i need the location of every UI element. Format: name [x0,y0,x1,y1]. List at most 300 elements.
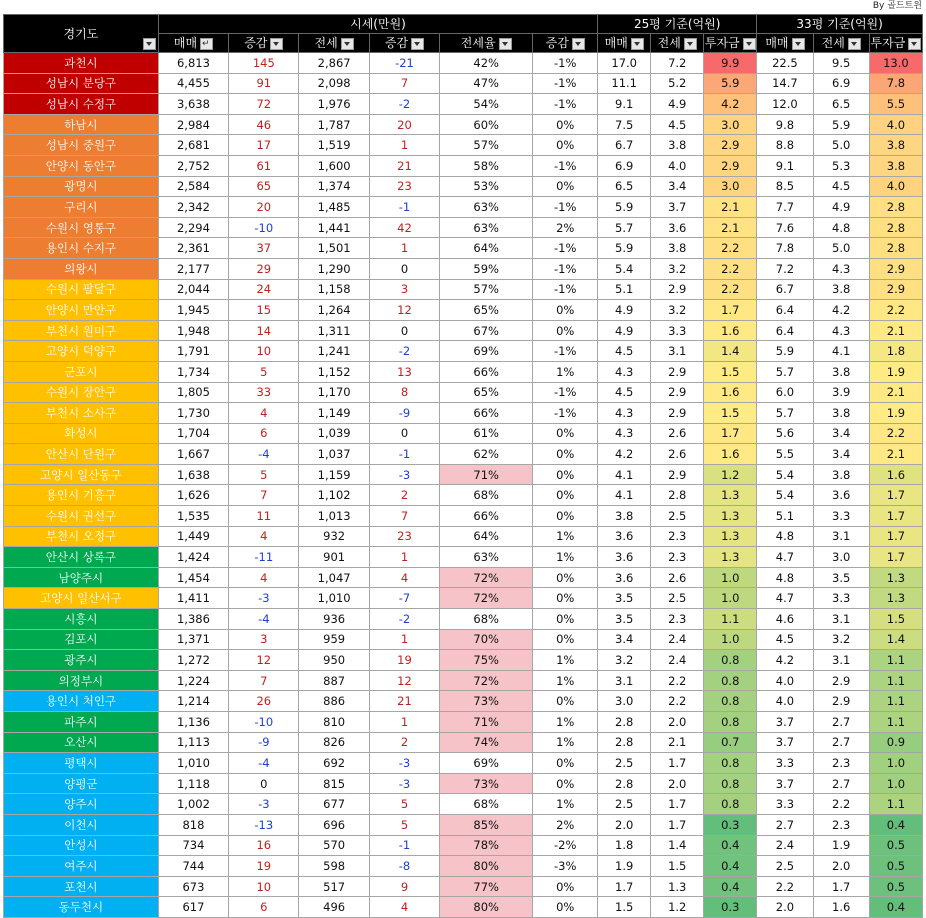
credit-label: By 골드트윈 [872,1,922,11]
j25-cell: 2.5 [651,506,704,527]
j33-cell: 2.2 [813,794,869,815]
jeonse-cell: 1,010 [299,588,369,609]
s25-cell: 3.5 [598,609,651,630]
s25-cell: 5.7 [598,217,651,238]
sale-chg-cell: 33 [229,382,299,403]
s33-cell: 12.0 [757,94,813,115]
column-header-label: 전세 [314,36,338,50]
i25-cell: 0.8 [704,794,757,815]
jeonse-cell: 1,149 [299,403,369,424]
region-name-cell: 양평군 [4,773,159,794]
table-row[interactable] [4,300,923,321]
table-row[interactable] [4,691,923,712]
region-name-cell: 성남시 분당구 [4,73,159,94]
i33-cell: 0.5 [869,856,922,877]
region-name-cell: 성남시 중원구 [4,135,159,156]
j33-cell: 4.5 [813,176,869,197]
filter-dropdown-icon[interactable] [341,38,354,50]
region-name-cell: 동두천시 [4,897,159,918]
s33-cell: 6.7 [757,279,813,300]
filter-dropdown-icon[interactable] [908,38,921,50]
jeonse-cell: 1,485 [299,197,369,218]
sale-cell: 1,136 [158,712,228,733]
table-row[interactable] [4,670,923,691]
i25-cell: 1.5 [704,403,757,424]
table-row[interactable] [4,444,923,465]
sale-chg-cell: 7 [229,670,299,691]
sale-chg-cell: -4 [229,753,299,774]
ratio-cell: 42% [440,53,533,74]
table-row[interactable] [4,732,923,753]
s25-cell: 2.8 [598,712,651,733]
column-header-label: 전세율 [460,36,496,50]
region-name-cell: 오산시 [4,732,159,753]
ratio-cell: 53% [440,176,533,197]
ratio-chg-cell: 1% [533,650,598,671]
i33-cell: 1.4 [869,629,922,650]
jeonse-cell: 2,867 [299,53,369,74]
table-row[interactable] [4,341,923,362]
table-row[interactable] [4,279,923,300]
i25-cell: 0.4 [704,856,757,877]
j33-cell: 2.9 [813,691,869,712]
jeonse-cell: 1,976 [299,94,369,115]
jeonse-cell: 496 [299,897,369,918]
s33-cell: 4.8 [757,526,813,547]
table-row[interactable] [4,753,923,774]
column-header[interactable] [813,34,869,53]
j33-cell: 1.6 [813,897,869,918]
j33-cell: 3.8 [813,279,869,300]
ratio-cell: 72% [440,588,533,609]
j33-cell: 3.2 [813,629,869,650]
table-row[interactable] [4,506,923,527]
region-filter-icon[interactable] [143,38,156,50]
ratio-chg-cell: 0% [533,300,598,321]
sale-chg-cell: -4 [229,444,299,465]
sale-chg-cell: 4 [229,567,299,588]
jeonse-chg-cell: -3 [369,464,439,485]
j33-cell: 3.0 [813,547,869,568]
i25-cell: 1.1 [704,609,757,630]
sort-filter-icon[interactable] [200,38,213,50]
s33-cell: 6.4 [757,300,813,321]
j33-cell: 3.1 [813,526,869,547]
table-row[interactable] [4,114,923,135]
ratio-cell: 66% [440,403,533,424]
py25-group-header: 25평 기준(억원) [598,15,757,34]
sale-chg-cell: -10 [229,217,299,238]
jeonse-chg-cell: 23 [369,176,439,197]
s33-cell: 4.5 [757,629,813,650]
table-row[interactable] [4,403,923,424]
j33-cell: 3.1 [813,650,869,671]
s33-cell: 9.1 [757,155,813,176]
j25-cell: 2.2 [651,691,704,712]
s33-cell: 7.7 [757,197,813,218]
s33-cell: 3.3 [757,753,813,774]
table-row[interactable] [4,650,923,671]
ratio-chg-cell: 1% [533,526,598,547]
table-row[interactable] [4,794,923,815]
sale-chg-cell: 11 [229,506,299,527]
table-row[interactable] [4,856,923,877]
column-header[interactable] [440,34,533,53]
j33-cell: 2.0 [813,856,869,877]
table-row[interactable] [4,238,923,259]
sale-cell: 1,118 [158,773,228,794]
region-name-cell: 고양시 덕양구 [4,341,159,362]
s25-cell: 5.1 [598,279,651,300]
s25-cell: 2.0 [598,814,651,835]
column-header-label: 전세 [657,36,681,50]
j33-cell: 2.7 [813,773,869,794]
jeonse-chg-cell: -2 [369,609,439,630]
ratio-cell: 72% [440,670,533,691]
jeonse-chg-cell: 21 [369,691,439,712]
sale-chg-cell: 37 [229,238,299,259]
table-row[interactable] [4,485,923,506]
region-name-cell: 과천시 [4,53,159,74]
ratio-chg-cell: 0% [533,320,598,341]
table-row[interactable] [4,588,923,609]
j33-cell: 1.9 [813,835,869,856]
table-row[interactable] [4,567,923,588]
j25-cell: 2.0 [651,712,704,733]
table-row[interactable] [4,876,923,897]
filter-dropdown-icon[interactable] [848,38,861,50]
i25-cell: 1.7 [704,423,757,444]
table-row[interactable] [4,73,923,94]
region-name-cell: 여주시 [4,856,159,877]
region-name-cell: 부천시 오정구 [4,526,159,547]
column-header[interactable] [869,34,922,53]
jeonse-chg-cell: -3 [369,753,439,774]
i33-cell: 13.0 [869,53,922,74]
j25-cell: 4.5 [651,114,704,135]
table-row[interactable] [4,814,923,835]
jeonse-chg-cell: 0 [369,423,439,444]
j33-cell: 2.7 [813,712,869,733]
jeonse-chg-cell: 1 [369,629,439,650]
sale-cell: 1,805 [158,382,228,403]
jeonse-cell: 1,158 [299,279,369,300]
i33-cell: 5.5 [869,94,922,115]
j33-cell: 6.9 [813,73,869,94]
j25-cell: 2.3 [651,526,704,547]
sale-cell: 1,734 [158,361,228,382]
jeonse-chg-cell: 4 [369,897,439,918]
table-row[interactable] [4,361,923,382]
jeonse-cell: 1,600 [299,155,369,176]
s25-cell: 4.5 [598,341,651,362]
j25-cell: 2.9 [651,382,704,403]
region-name-cell: 하남시 [4,114,159,135]
sale-chg-cell: -11 [229,547,299,568]
j25-cell: 2.5 [651,588,704,609]
jeonse-chg-cell: 1 [369,712,439,733]
jeonse-cell: 901 [299,547,369,568]
sale-chg-cell: -10 [229,712,299,733]
sale-cell: 3,638 [158,94,228,115]
i33-cell: 0.4 [869,897,922,918]
jeonse-chg-cell: 42 [369,217,439,238]
ratio-chg-cell: -1% [533,197,598,218]
jeonse-cell: 1,159 [299,464,369,485]
ratio-cell: 68% [440,485,533,506]
table-row[interactable] [4,609,923,630]
column-header-label: 투자금 [704,36,740,50]
jeonse-chg-cell: -8 [369,856,439,877]
sale-chg-cell: 4 [229,403,299,424]
ratio-cell: 71% [440,712,533,733]
region-name-cell: 화성시 [4,423,159,444]
sale-cell: 6,813 [158,53,228,74]
table-row[interactable] [4,155,923,176]
s25-cell: 3.4 [598,629,651,650]
table-row[interactable] [4,526,923,547]
table-row[interactable] [4,197,923,218]
jeonse-cell: 1,013 [299,506,369,527]
ratio-cell: 69% [440,341,533,362]
region-name-cell: 안양시 만안구 [4,300,159,321]
jeonse-chg-cell: 3 [369,279,439,300]
jeonse-cell: 959 [299,629,369,650]
column-header-label: 전세 [821,36,845,50]
table-row[interactable] [4,773,923,794]
j25-cell: 2.1 [651,732,704,753]
table-row[interactable] [4,258,923,279]
ratio-cell: 65% [440,382,533,403]
jeonse-chg-cell: 2 [369,732,439,753]
jeonse-cell: 1,039 [299,423,369,444]
i25-cell: 0.4 [704,835,757,856]
ratio-cell: 67% [440,320,533,341]
s33-cell: 5.7 [757,361,813,382]
i25-cell: 5.9 [704,73,757,94]
i25-cell: 0.8 [704,712,757,733]
i25-cell: 2.1 [704,217,757,238]
i33-cell: 1.5 [869,609,922,630]
ratio-chg-cell: -1% [533,403,598,424]
i25-cell: 1.6 [704,444,757,465]
filter-dropdown-icon[interactable] [270,38,283,50]
j25-cell: 3.3 [651,320,704,341]
i25-cell: 0.8 [704,691,757,712]
s25-cell: 2.8 [598,773,651,794]
column-header[interactable] [369,34,439,53]
s33-cell: 2.2 [757,876,813,897]
i25-cell: 1.4 [704,341,757,362]
s25-cell: 4.1 [598,485,651,506]
sale-cell: 1,214 [158,691,228,712]
region-name-cell: 김포시 [4,629,159,650]
table-row[interactable] [4,547,923,568]
sale-cell: 744 [158,856,228,877]
jeonse-chg-cell: 13 [369,361,439,382]
j25-cell: 1.4 [651,835,704,856]
i33-cell: 2.8 [869,197,922,218]
jeonse-chg-cell: 21 [369,155,439,176]
ratio-chg-cell: 1% [533,712,598,733]
i33-cell: 2.1 [869,320,922,341]
sale-cell: 2,681 [158,135,228,156]
sale-chg-cell: 4 [229,526,299,547]
ratio-cell: 78% [440,835,533,856]
table-row[interactable] [4,382,923,403]
ratio-cell: 68% [440,794,533,815]
column-header[interactable] [598,34,651,53]
sale-cell: 1,945 [158,300,228,321]
jeonse-chg-cell: 1 [369,547,439,568]
ratio-chg-cell: 2% [533,217,598,238]
i33-cell: 2.8 [869,217,922,238]
i25-cell: 1.3 [704,547,757,568]
j33-cell: 4.9 [813,197,869,218]
i25-cell: 1.7 [704,300,757,321]
region-name-cell: 안산시 상록구 [4,547,159,568]
region-header-label: 경기도 [63,26,99,41]
j25-cell: 2.9 [651,464,704,485]
column-header[interactable] [757,34,813,53]
jeonse-cell: 1,501 [299,238,369,259]
filter-dropdown-icon[interactable] [743,38,756,50]
filter-dropdown-icon[interactable] [792,38,805,50]
ratio-chg-cell: 0% [533,485,598,506]
table-row[interactable] [4,94,923,115]
sale-chg-cell: 72 [229,94,299,115]
column-header[interactable] [299,34,369,53]
j25-cell: 2.2 [651,670,704,691]
jeonse-cell: 1,047 [299,567,369,588]
s25-cell: 2.5 [598,794,651,815]
filter-dropdown-icon[interactable] [411,38,424,50]
i25-cell: 0.8 [704,753,757,774]
jeonse-chg-cell: 20 [369,114,439,135]
ratio-chg-cell: 0% [533,609,598,630]
s25-cell: 1.8 [598,835,651,856]
sale-cell: 617 [158,897,228,918]
s25-cell: 4.1 [598,464,651,485]
column-header-label: 증감 [244,36,268,50]
ratio-chg-cell: 0% [533,629,598,650]
i33-cell: 2.1 [869,444,922,465]
jeonse-chg-cell: 1 [369,135,439,156]
ratio-chg-cell: 0% [533,588,598,609]
sale-chg-cell: 20 [229,197,299,218]
s25-cell: 3.6 [598,526,651,547]
ratio-chg-cell: 0% [533,506,598,527]
sale-chg-cell: 61 [229,155,299,176]
table-row[interactable] [4,176,923,197]
ratio-chg-cell: 2% [533,814,598,835]
i33-cell: 2.2 [869,300,922,321]
jeonse-cell: 887 [299,670,369,691]
table-row[interactable] [4,135,923,156]
filter-dropdown-icon[interactable] [572,38,585,50]
i33-cell: 7.8 [869,73,922,94]
sale-cell: 1,113 [158,732,228,753]
filter-dropdown-icon[interactable] [684,38,697,50]
s33-cell: 3.3 [757,794,813,815]
i25-cell: 2.9 [704,155,757,176]
ratio-chg-cell: -1% [533,155,598,176]
jeonse-chg-cell: 12 [369,670,439,691]
s33-cell: 8.8 [757,135,813,156]
column-header[interactable] [704,34,757,53]
s25-cell: 4.9 [598,300,651,321]
region-name-cell: 안산시 단원구 [4,444,159,465]
column-header[interactable] [158,34,228,53]
s33-cell: 22.5 [757,53,813,74]
table-row[interactable] [4,217,923,238]
ratio-chg-cell: 0% [533,114,598,135]
region-name-cell: 고양시 일산서구 [4,588,159,609]
sale-chg-cell: -9 [229,732,299,753]
jeonse-cell: 2,098 [299,73,369,94]
table-row[interactable] [4,835,923,856]
column-header[interactable] [229,34,299,53]
j33-cell: 2.3 [813,753,869,774]
ratio-cell: 70% [440,629,533,650]
ratio-cell: 54% [440,94,533,115]
ratio-cell: 80% [440,856,533,877]
s33-cell: 5.6 [757,423,813,444]
jeonse-chg-cell: -2 [369,341,439,362]
table-row[interactable] [4,712,923,733]
column-header[interactable] [533,34,598,53]
s25-cell: 3.2 [598,650,651,671]
j25-cell: 1.5 [651,856,704,877]
column-header[interactable] [651,34,704,53]
ratio-cell: 66% [440,361,533,382]
i33-cell: 1.3 [869,588,922,609]
table-row[interactable] [4,53,923,74]
table-row[interactable] [4,629,923,650]
ratio-cell: 57% [440,279,533,300]
jeonse-cell: 886 [299,691,369,712]
s33-cell: 5.1 [757,506,813,527]
jeonse-chg-cell: -2 [369,94,439,115]
s33-cell: 4.0 [757,691,813,712]
s25-cell: 6.7 [598,135,651,156]
filter-dropdown-icon[interactable] [499,38,512,50]
table-row[interactable] [4,423,923,444]
ratio-chg-cell: 0% [533,773,598,794]
jeonse-cell: 570 [299,835,369,856]
table-row[interactable] [4,897,923,918]
sale-chg-cell: 5 [229,464,299,485]
j25-cell: 2.6 [651,567,704,588]
j33-cell: 4.1 [813,341,869,362]
filter-dropdown-icon[interactable] [631,38,644,50]
table-row[interactable] [4,464,923,485]
ratio-cell: 58% [440,155,533,176]
table-row[interactable] [4,320,923,341]
s33-cell: 5.4 [757,464,813,485]
price-table [3,14,923,918]
sale-chg-cell: 5 [229,361,299,382]
i33-cell: 1.1 [869,691,922,712]
j25-cell: 1.7 [651,814,704,835]
j25-cell: 1.3 [651,876,704,897]
sale-cell: 1,010 [158,753,228,774]
ratio-cell: 62% [440,444,533,465]
s33-cell: 7.2 [757,258,813,279]
region-name-cell: 수원시 팔달구 [4,279,159,300]
jeonse-chg-cell: 12 [369,300,439,321]
jeonse-chg-cell: 7 [369,506,439,527]
